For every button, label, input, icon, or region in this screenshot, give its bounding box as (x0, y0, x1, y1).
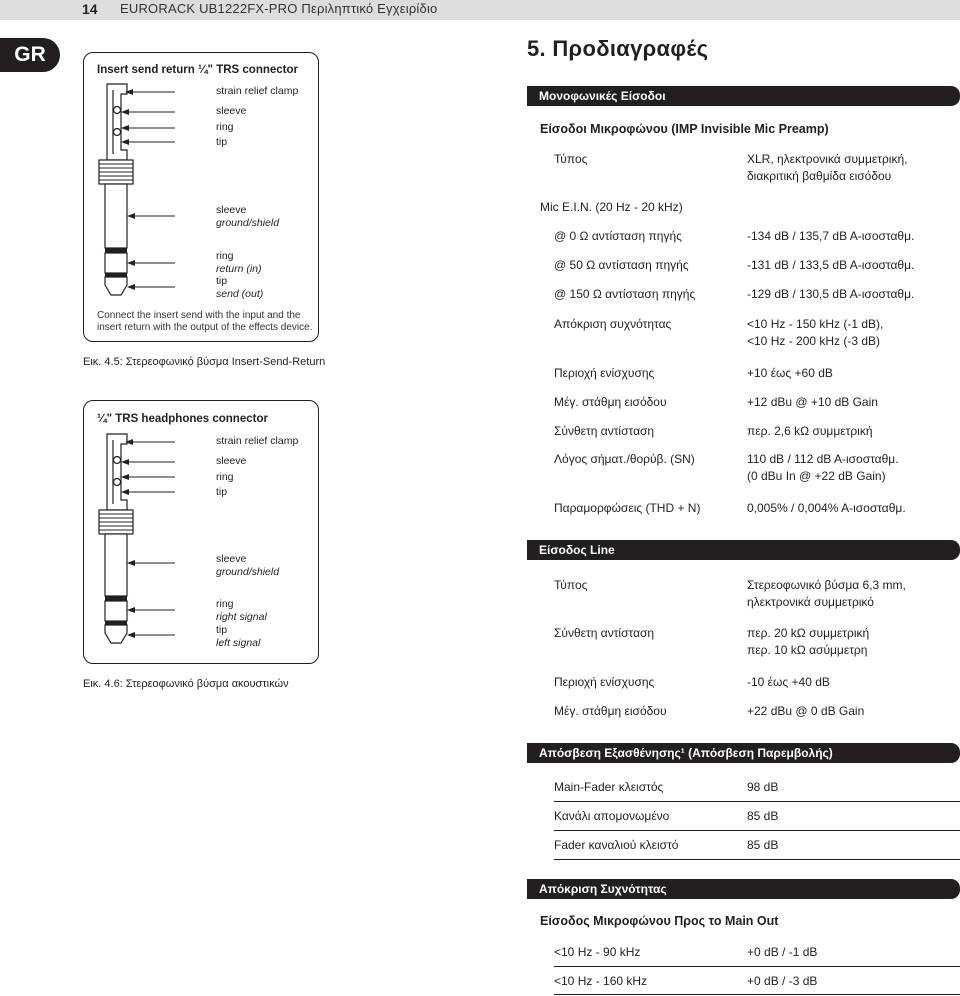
row-divider (554, 830, 960, 831)
freq-response-value: <10 Hz - 150 kHz (-1 dB), <10 Hz - 200 kHz (-3 dB) (747, 317, 884, 348)
ein-row-value: -129 dB / 130,5 dB A-ισοσταθμ. (747, 287, 915, 301)
ein-row-value: -131 dB / 133,5 dB A-ισοσταθμ. (747, 258, 915, 272)
ein-row-label: @ 0 Ω αντίσταση πηγής (554, 229, 682, 243)
mic-inputs-title: Είσοδοι Μικροφώνου (IMP Invisible Mic Preamp) (540, 122, 829, 136)
gain-range-label: Περιοχή ενίσχυσης (554, 366, 655, 380)
freq-response-label: Απόκριση συχνότητας (554, 317, 672, 331)
impedance-value: περ. 2,6 kΩ συμμετρική (747, 424, 873, 438)
line-impedance-label: Σύνθετη αντίσταση (554, 626, 655, 640)
fader-row-label: Main-Fader κλειστός (554, 780, 664, 794)
fader-row-label: Fader καναλιού κλειστό (554, 838, 679, 852)
label-strain-relief-2: strain relief clamp (216, 435, 299, 447)
figure-insert-title: Insert send return ¼" TRS connector (97, 64, 298, 76)
language-tab: GR (0, 38, 60, 72)
label-tip: tip (216, 136, 228, 148)
manual-title: EURORACK UB1222FX-PRO Περιληπτικό Εγχειρίδιο (120, 1, 438, 16)
label-ring-return: ring return (in) (216, 250, 262, 275)
label-ring: ring (216, 121, 234, 133)
section-header-line: Είσοδος Line (527, 540, 960, 560)
freqresp-row-value: +0 dB / -3 dB (747, 974, 818, 988)
freqresp-subtitle: Είσοδος Μικροφώνου Προς το Main Out (540, 914, 779, 928)
mic-type-label: Τύπος (554, 152, 588, 166)
figure-insert-caption: Εικ. 4.5: Στερεοφωνικό βύσμα Insert-Send-Return (83, 356, 326, 368)
label-tip-2: tip (216, 486, 228, 498)
line-gain-value: -10 έως +40 dB (747, 675, 830, 689)
freqresp-row-label: <10 Hz - 160 kHz (554, 974, 648, 988)
figure-insert-note: Connect the insert send with the input and the insert return with the output of the effects device. (97, 310, 313, 333)
figure-headphones-caption: Εικ. 4.6: Στερεοφωνικό βύσμα ακουστικών (83, 678, 289, 690)
label-tip-send: tip send (out) (216, 275, 264, 300)
line-max-input-value: +22 dBu @ 0 dB Gain (747, 704, 865, 718)
label-sleeve-ground: sleeve ground/shield (216, 204, 280, 229)
snr-label: Λόγος σήματ./θορύβ. (SN) (554, 452, 695, 466)
ein-row-label: @ 50 Ω αντίσταση πηγής (554, 258, 689, 272)
section-header-freqresp: Απόκριση Συχνότητας (527, 879, 960, 899)
freqresp-row-label: <10 Hz - 90 kHz (554, 945, 641, 959)
thd-value: 0,005% / 0,004% A-ισοσταθμ. (747, 501, 906, 515)
line-max-input-label: Μέγ. στάθμη εισόδου (554, 704, 667, 718)
page-number: 14 (82, 1, 98, 17)
row-divider (554, 859, 960, 860)
label-strain-relief: strain relief clamp (216, 85, 299, 97)
line-impedance-value: περ. 20 kΩ συμμετρική περ. 10 kΩ ασύμμετρη (747, 626, 870, 657)
mic-type-value: XLR, ηλεκτρονικά συμμετρική, διακριτική βαθμίδα εισόδου (747, 152, 908, 183)
trs-plug-illustration-insert (95, 80, 215, 305)
gain-range-value: +10 έως +60 dB (747, 366, 833, 380)
label-sleeve: sleeve (216, 105, 247, 117)
row-divider (554, 966, 960, 967)
row-divider (554, 994, 960, 995)
snr-value: 110 dB / 112 dB A-ισοσταθμ. (0 dBu In @ +22 dB Gain) (747, 452, 899, 483)
freqresp-row-value: +0 dB / -1 dB (747, 945, 818, 959)
section-header-fader: Απόσβεση Εξασθένησης¹ (Απόσβεση Παρεμβολής) (527, 743, 960, 763)
page-header (0, 0, 960, 20)
line-type-value: Στερεοφωνικό βύσμα 6,3 mm, ηλεκτρονικά συμμετρικό (747, 578, 906, 609)
fader-row-value: 85 dB (747, 809, 779, 823)
specs-heading: 5. Προδιαγραφές (527, 36, 709, 61)
line-gain-label: Περιοχή ενίσχυσης (554, 675, 655, 689)
section-header-mono: Μονοφωνικές Είσοδοι (527, 86, 960, 106)
impedance-label: Σύνθετη αντίσταση (554, 424, 655, 438)
fader-row-value: 85 dB (747, 838, 779, 852)
row-divider (554, 801, 960, 802)
label-ring-2: ring (216, 471, 234, 483)
max-input-value: +12 dBu @ +10 dB Gain (747, 395, 878, 409)
label-sleeve-2: sleeve (216, 455, 247, 467)
figure-headphones-title: ¼" TRS headphones connector (97, 413, 268, 425)
ein-row-label: @ 150 Ω αντίσταση πηγής (554, 287, 696, 301)
fader-row-label: Κανάλι απομονωμένο (554, 809, 670, 823)
trs-plug-illustration-headphones (95, 430, 215, 655)
ein-title: Mic E.I.N. (20 Hz - 20 kHz) (540, 200, 683, 214)
label-sleeve-ground-2: sleeve ground/shield (216, 553, 280, 578)
label-ring-right: ring right signal (216, 598, 267, 623)
thd-label: Παραμορφώσεις (THD + N) (554, 501, 701, 515)
max-input-label: Μέγ. στάθμη εισόδου (554, 395, 667, 409)
label-tip-left: tip left signal (216, 624, 261, 649)
line-type-label: Τύπος (554, 578, 588, 592)
fader-row-value: 98 dB (747, 780, 779, 794)
ein-row-value: -134 dB / 135,7 dB A-ισοσταθμ. (747, 229, 915, 243)
